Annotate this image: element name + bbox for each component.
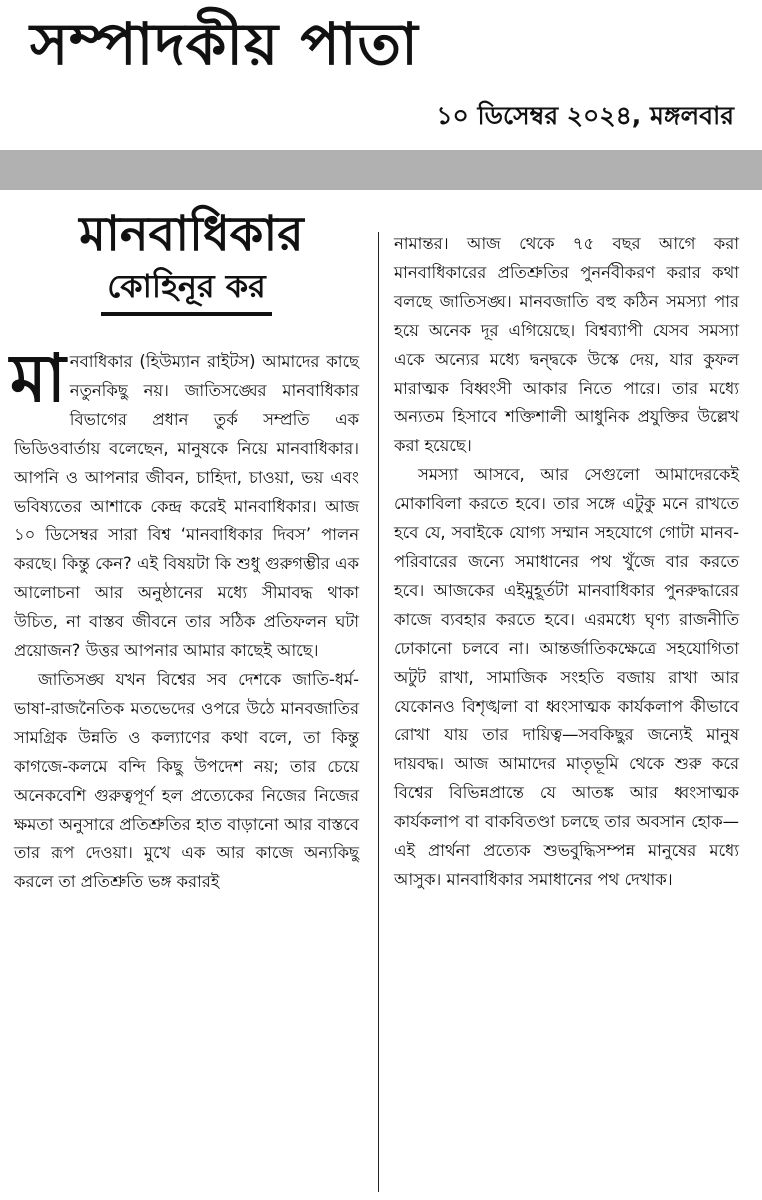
- section-divider-bar: [0, 150, 762, 190]
- byline-wrapper: [14, 264, 359, 316]
- drop-cap: মা: [10, 340, 66, 417]
- article-paragraph: সমস্যা আসবে, আর সেগুলো আমাদেরকেই মোকাবিলা করতে হবে। তার সঙ্গে এটুকু মনে রাখতে হবে যে, সবাইকে যোগ্য সম্মান সহযোগে গোটা মানব-পরিবারের জন্যে সমাধানের পথ খুঁজে বার করতে হবে। আজকের এইমুহূর্তটা মানবাধিকার পুনরুদ্ধারের কাজে ব্যবহার করতে হবে। এরমধ্যে ঘৃণ্য রাজনীতি ঢোকানো চলবে না। আন্তর্জাতিকক্ষেত্রে সহযোগিতা অটুট রাখা, সামাজিক সংহতি বজায় রাখা আর যেকোনও বিশৃঙ্খলা বা ধ্বংসাত্মক কার্যকলাপ কীভাবে রোখা যায় তার দায়িত্ব—সবকিছুর জন্যেই মানুষ দায়বদ্ধ। আজ আমাদের মাতৃভূমি থেকে শুরু করে বিশ্বের বিভিন্নপ্রান্তে যে আতঙ্ক আর ধ্বংসাত্মক কার্যকলাপ বা বাকবিতণ্ডা চলছে তার অবসান হোক—এই প্রার্থনা প্রত্যেক শুভবুদ্ধিসম্পন্ন মানুষের মধ্যে আসুক। মানবাধিকার সমাধানের পথ দেখাক।: [394, 465, 739, 889]
- column-divider: [378, 232, 379, 1192]
- paragraph-text: নবাধিকার (হিউম্যান রাইটস) আমাদের কাছে নতুনকিছু নয়। জাতিসঙ্ঘের মানবাধিকার বিভাগের প্রধান তুর্ক সম্প্রতি এক ভিডিওবার্তায় বলেছেন, মানুষকে নিয়ে মানবাধিকার। আপনি ও আপনার জীবন, চাহিদা, চাওয়া, ভয় এবং ভবিষ্যতের আশাকে কেন্দ্র করেই মানবাধিকার। আজ ১০ ডিসেম্বর সারা বিশ্ব ‘মানবাধিকার দিবস’ পালন করছে। কিন্তু কেন? এই বিষয়টা কি শুধু গুরুগম্ভীর এক আলোচনা আর অনুষ্ঠানের মধ্যে সীমাবদ্ধ থাকা উচিত, না বাস্তব জীবনে তার সঠিক প্রতিফলন ঘটা প্রয়োজন? উত্তর আপনার আমার কাছেই আছে।: [14, 352, 359, 661]
- article-paragraph: জাতিসঙ্ঘ যখন বিশ্বের সব দেশকে জাতি-ধর্ম-ভাষা-রাজনৈতিক মতভেদের ওপরে উঠে মানবজাতির সামগ্রিক উন্নতি ও কল্যাণের কথা বলে, তা কিন্তু কাগজে-কলমে বন্দি কিছু উপদেশ নয়; তার চেয়ে অনেকবেশি গুরুত্বপূর্ণ হল প্রত্যেকের নিজের নিজের ক্ষমতা অনুসারে প্রতিশ্রুতির হাত বাড়ানো আর বাস্তবে তার রূপ দেওয়া। মুখে এক আর কাজে অন্যকিছু করলে তা প্রতিশ্রুতি ভঙ্গ করারই: [14, 669, 359, 892]
- masthead: [0, 0, 762, 150]
- article-headline: মানবাধিকার: [79, 206, 304, 262]
- article-column-right: [394, 230, 739, 895]
- article-author: কোহিনূর কর: [101, 264, 271, 316]
- publication-date: ১০ ডিসেম্বর ২০২৪, মঙ্গলবার: [436, 101, 734, 130]
- article-paragraph: নামান্তর। আজ থেকে ৭৫ বছর আগে করা মানবাধিকারের প্রতিশ্রুতির পুনর্নবীকরণ করার কথা বলছে জাতিসঙ্ঘ। মানবজাতি বহু কঠিন সমস্যা পার হয়ে অনেক দূর এগিয়েছে। বিশ্বব্যাপী যেসব সমস্যা একে অন্যের মধ্যে দ্বন্দ্বকে উস্কে দেয়, যার কুফল মারাত্মক বিধ্বংসী আকার নিতে পারে। তার মধ্যে অন্যতম হিসাবে শক্তিশালী আধুনিক প্রযুক্তির উল্লেখ করা হয়েছে।: [394, 234, 739, 456]
- article: [0, 190, 762, 1200]
- article-column-left: [10, 204, 359, 897]
- article-paragraph: [10, 340, 359, 666]
- page-title: সম্পাদকীয় পাতা: [30, 10, 419, 78]
